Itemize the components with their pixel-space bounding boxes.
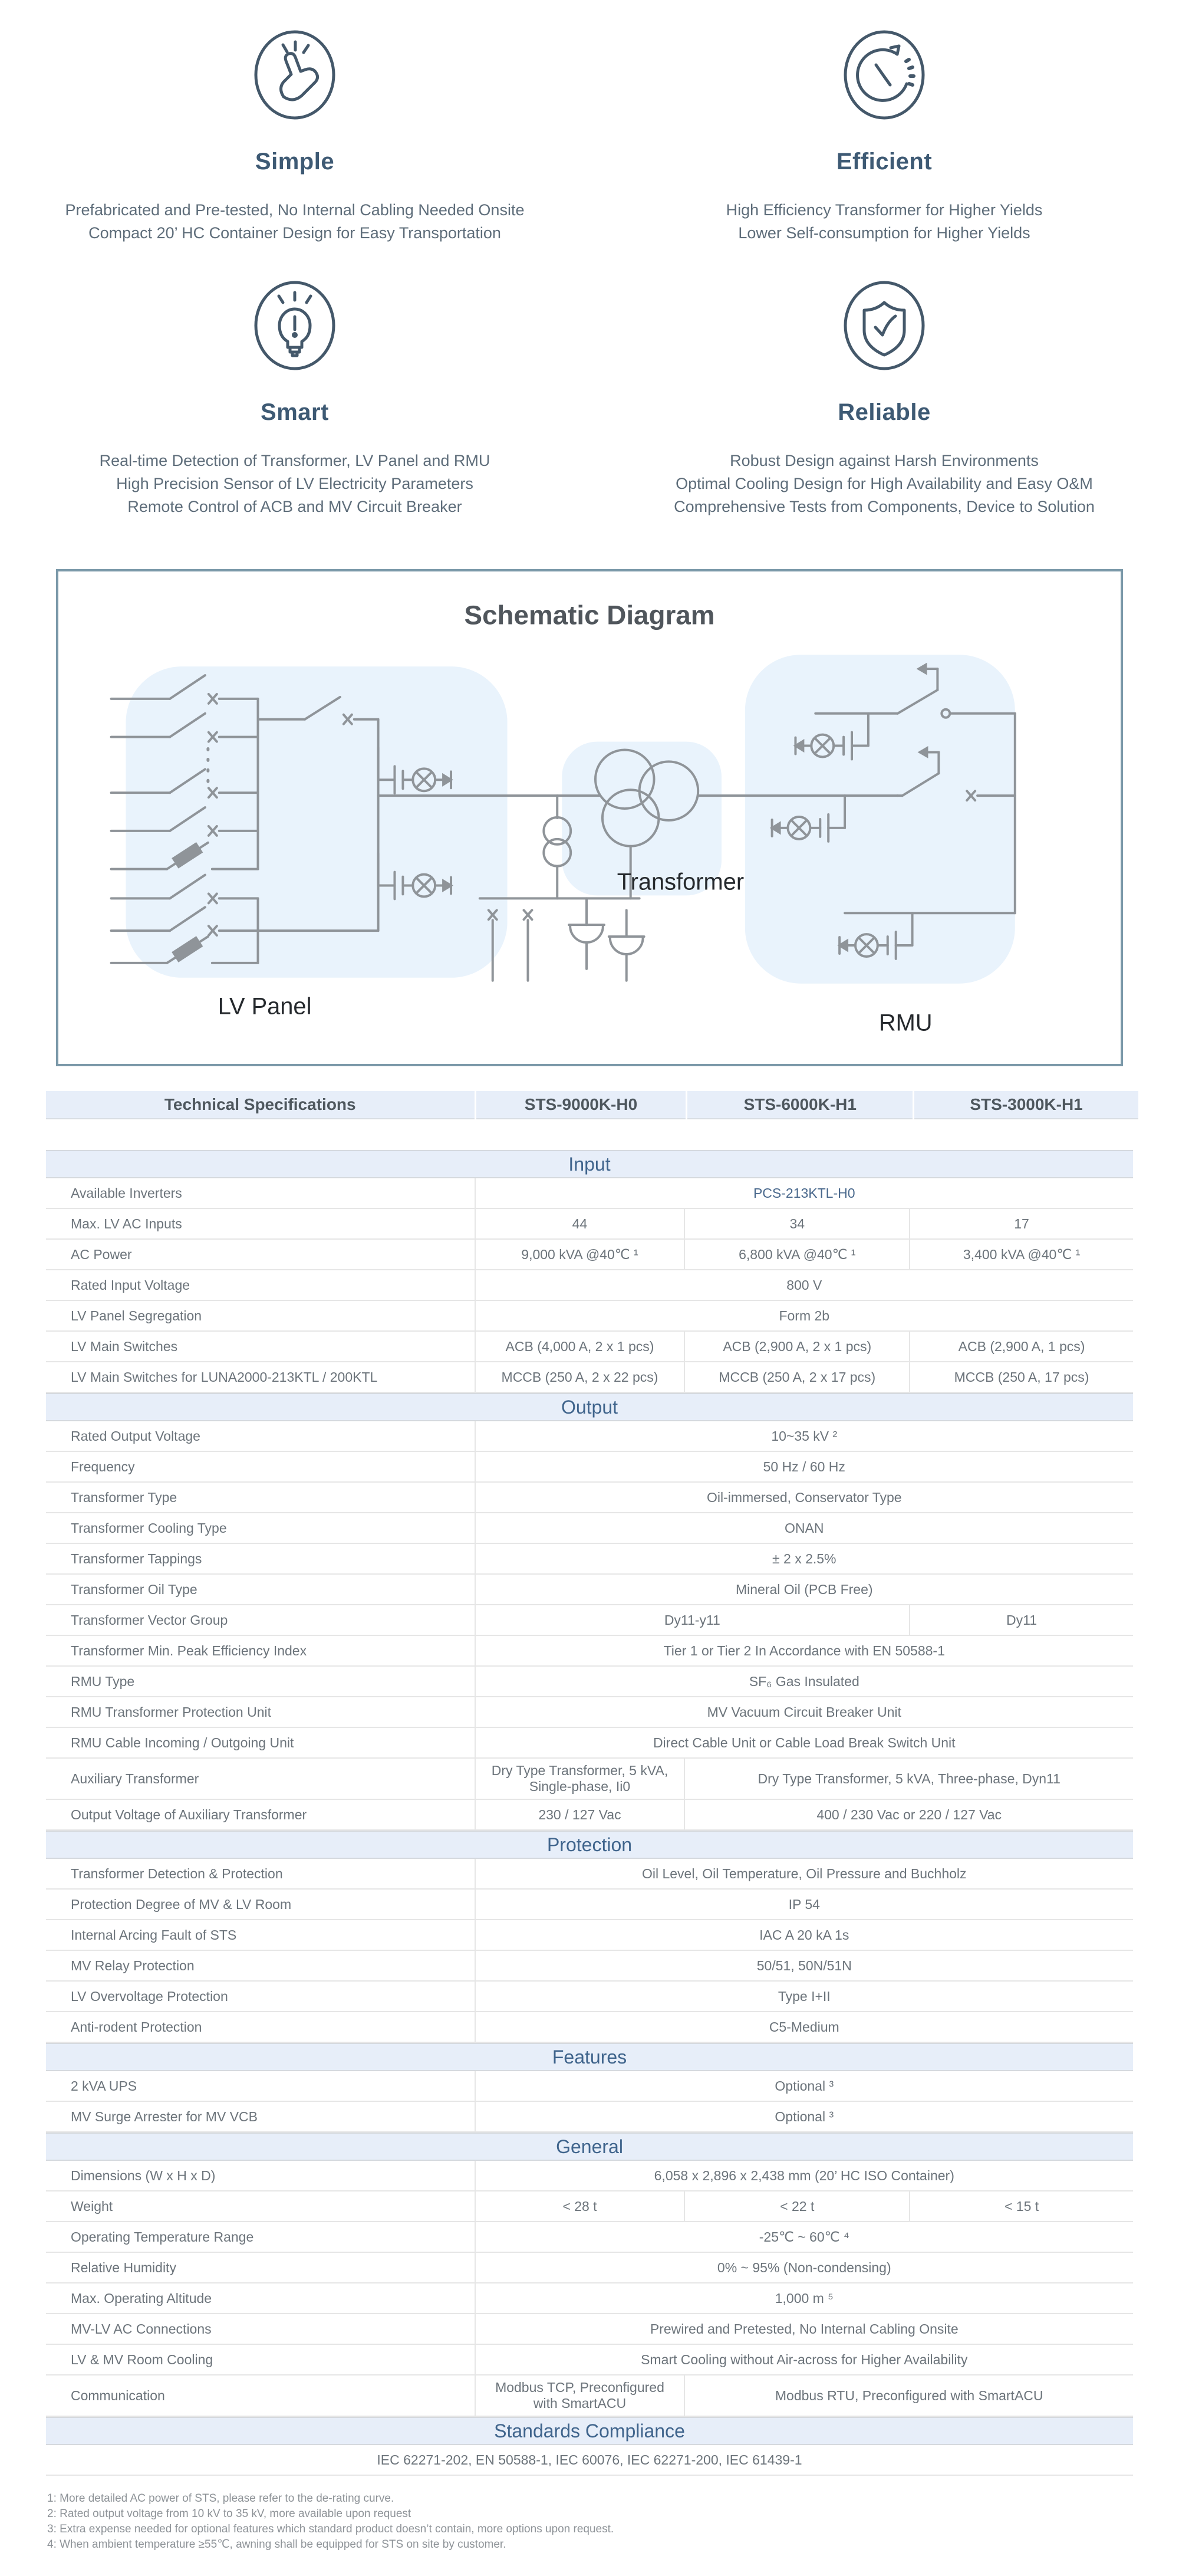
- spec-label: Output Voltage of Auxiliary Transformer: [71, 1806, 307, 1822]
- spec-value: 44: [475, 1209, 684, 1238]
- table-row: [46, 1452, 1133, 1483]
- spec-value: MCCB (250 A, 2 x 17 pcs): [684, 1362, 909, 1392]
- spec-value: ONAN: [475, 1513, 1133, 1543]
- spec-label: Communication: [71, 2387, 165, 2403]
- feature-line: Real-time Detection of Transformer, LV Panel and RMU: [99, 452, 490, 469]
- table-row: [46, 2345, 1133, 2375]
- table-row: [46, 1759, 1133, 1800]
- footnote: 4: When ambient temperature ≥55℃, awning shall be equipped for STS on site by customer.: [47, 2538, 506, 2551]
- spec-value: Dy11-y11: [475, 1605, 910, 1635]
- spec-value: Direct Cable Unit or Cable Load Break Switch Unit: [475, 1728, 1133, 1757]
- spec-value: Form 2b: [475, 1301, 1133, 1330]
- spec-value: MCCB (250 A, 17 pcs): [909, 1362, 1133, 1392]
- schematic-diagram-panel: [56, 569, 1123, 1066]
- spec-value: 17: [909, 1209, 1133, 1238]
- table-row: [46, 1951, 1133, 1982]
- spec-value: Tier 1 or Tier 2 In Accordance with EN 50588-1: [475, 1636, 1133, 1665]
- spec-label: Dimensions (W x H x D): [71, 2167, 216, 2183]
- spec-label: Transformer Vector Group: [71, 1612, 228, 1628]
- spec-value: ACB (4,000 A, 2 x 1 pcs): [475, 1332, 684, 1361]
- transformer-label: Transformer: [617, 869, 745, 895]
- table-row: [46, 2102, 1133, 2133]
- spec-value: MCCB (250 A, 2 x 22 pcs): [475, 1362, 684, 1392]
- spec-label: LV & MV Room Cooling: [71, 2351, 213, 2367]
- spec-label: LV Overvoltage Protection: [71, 1988, 228, 2004]
- spec-value: 3,400 kVA @40℃ ¹: [909, 1240, 1133, 1269]
- feature-title: Smart: [261, 399, 329, 425]
- spec-label: LV Panel Segregation: [71, 1307, 202, 1323]
- table-header-row: [46, 1091, 1133, 1119]
- feature-card-efficient: [590, 27, 1179, 278]
- feature-line: High Efficiency Transformer for Higher Yields: [726, 201, 1043, 219]
- spec-value: < 22 t: [684, 2191, 909, 2221]
- rmu-label: RMU: [878, 1010, 933, 1036]
- footnote: 1: More detailed AC power of STS, please refer to the de-rating curve.: [47, 2492, 394, 2505]
- table-row: [46, 2222, 1133, 2253]
- table-row: [46, 1270, 1133, 1301]
- schematic-title: Schematic Diagram: [464, 600, 715, 630]
- footnote: 2: Rated output voltage from 10 kV to 35 kV, more available upon request: [47, 2508, 411, 2520]
- spec-label: Protection Degree of MV & LV Room: [71, 1896, 292, 1912]
- spec-value: Modbus RTU, Preconfigured with SmartACU: [684, 2375, 1133, 2416]
- table-row: [46, 1421, 1133, 1452]
- table-row: [46, 2375, 1133, 2417]
- spec-value: IEC 62271-202, EN 50588-1, IEC 60076, IEC 62271-200, IEC 61439-1: [377, 2452, 802, 2467]
- efficiency-clock-icon: [840, 27, 928, 123]
- spec-label: Rated Output Voltage: [71, 1428, 200, 1444]
- spec-value: 10~35 kV ²: [475, 1421, 1133, 1451]
- smart-bulb-icon: [251, 278, 339, 373]
- table-row: [46, 1544, 1133, 1575]
- spec-value: SF₆ Gas Insulated: [475, 1667, 1133, 1696]
- feature-line: Prefabricated and Pre-tested, No Internal Cabling Needed Onsite: [65, 201, 525, 219]
- model-column-header: STS-3000K-H1: [914, 1091, 1138, 1119]
- spec-value: IAC A 20 kA 1s: [475, 1920, 1133, 1950]
- spec-label: LV Main Switches: [71, 1338, 178, 1354]
- spec-value: 800 V: [475, 1270, 1133, 1300]
- feature-line: Lower Self-consumption for Higher Yields: [738, 224, 1030, 242]
- spec-label: Transformer Detection & Protection: [71, 1865, 283, 1881]
- spec-label: Transformer Min. Peak Efficiency Index: [71, 1642, 307, 1658]
- spec-label: MV-LV AC Connections: [71, 2321, 212, 2337]
- section-header-features: Features: [46, 2043, 1133, 2071]
- table-row: [46, 1636, 1133, 1667]
- spec-value: 34: [684, 1209, 909, 1238]
- schematic-diagram-svg: [58, 571, 1121, 1064]
- spec-label: MV Surge Arrester for MV VCB: [71, 2108, 258, 2124]
- table-row: [46, 1240, 1133, 1270]
- footnotes: [47, 2491, 1132, 2576]
- model-column-header: STS-6000K-H1: [687, 1091, 913, 1119]
- spec-value: Optional ³: [475, 2071, 1133, 2101]
- table-row: [46, 1362, 1133, 1393]
- spec-value: C5-Medium: [475, 2012, 1133, 2042]
- spec-label: Max. LV AC Inputs: [71, 1215, 182, 1231]
- spec-value: 50 Hz / 60 Hz: [475, 1452, 1133, 1481]
- shield-check-icon: [840, 278, 928, 373]
- spec-label: Frequency: [71, 1458, 135, 1474]
- table-row: [46, 1332, 1133, 1362]
- spec-value: ACB (2,900 A, 1 pcs): [909, 1332, 1133, 1361]
- section-header-output: Output: [46, 1393, 1133, 1421]
- spec-label: RMU Transformer Protection Unit: [71, 1704, 271, 1720]
- table-row: [46, 1209, 1133, 1240]
- spec-value: MV Vacuum Circuit Breaker Unit: [475, 1697, 1133, 1727]
- table-row: [46, 1890, 1133, 1920]
- spec-label: Relative Humidity: [71, 2259, 176, 2275]
- spec-value: -25℃ ~ 60℃ ⁴: [475, 2222, 1133, 2252]
- spec-value: Oil-immersed, Conservator Type: [475, 1483, 1133, 1512]
- spec-value: Modbus TCP, Preconfigured with SmartACU: [475, 2375, 684, 2416]
- spec-label: RMU Cable Incoming / Outgoing Unit: [71, 1734, 294, 1750]
- feature-card-smart: [0, 278, 590, 551]
- spec-value: Oil Level, Oil Temperature, Oil Pressure and Buchholz: [475, 1859, 1133, 1888]
- spec-label: Anti-rodent Protection: [71, 2019, 202, 2035]
- spec-value: Prewired and Pretested, No Internal Cabling Onsite: [475, 2314, 1133, 2344]
- feature-title: Reliable: [838, 399, 931, 425]
- spec-value: 0% ~ 95% (Non-condensing): [475, 2253, 1133, 2282]
- table-row: [46, 2253, 1133, 2283]
- table-row: [46, 2161, 1133, 2191]
- section-header-standards-compliance: Standards Compliance: [46, 2417, 1133, 2445]
- table-row: [46, 2314, 1133, 2345]
- spec-label: Available Inverters: [71, 1185, 182, 1201]
- spec-value: Dy11: [909, 1605, 1133, 1635]
- spec-label: Max. Operating Altitude: [71, 2290, 212, 2306]
- spec-label: AC Power: [71, 1246, 132, 1262]
- spec-label: Transformer Cooling Type: [71, 1520, 227, 1536]
- table-row: [46, 1982, 1133, 2012]
- spec-value: Dry Type Transformer, 5 kVA, Single-phase, Ii0: [475, 1759, 684, 1799]
- spec-label: 2 kVA UPS: [71, 2078, 137, 2094]
- snap-finger-icon: [251, 27, 339, 123]
- spec-label: Rated Input Voltage: [71, 1277, 190, 1293]
- feature-title: Simple: [255, 149, 335, 175]
- spec-value: ACB (2,900 A, 2 x 1 pcs): [684, 1332, 909, 1361]
- table-row: [46, 2191, 1133, 2222]
- model-column-header: STS-9000K-H0: [476, 1091, 686, 1119]
- spec-label: Auxiliary Transformer: [71, 1770, 199, 1786]
- section-header-general: General: [46, 2133, 1133, 2161]
- table-row: [46, 1800, 1133, 1831]
- table-header-title: Technical Specifications: [46, 1091, 475, 1119]
- table-row: [46, 1483, 1133, 1513]
- table-row: [46, 1920, 1133, 1951]
- feature-line: Compact 20’ HC Container Design for Easy Transportation: [88, 224, 501, 242]
- spec-label: RMU Type: [71, 1673, 135, 1689]
- table-row: [46, 1178, 1133, 1209]
- feature-line: Optimal Cooling Design for High Availability and Easy O&M: [676, 475, 1093, 492]
- feature-description: [0, 199, 590, 245]
- spec-label: Operating Temperature Range: [71, 2229, 254, 2245]
- table-row: [46, 1301, 1133, 1332]
- table-row: [46, 2445, 1133, 2476]
- feature-line: Robust Design against Harsh Environments: [730, 452, 1039, 469]
- spec-value: Mineral Oil (PCB Free): [475, 1575, 1133, 1604]
- table-row: [46, 1667, 1133, 1697]
- section-header-input: Input: [46, 1150, 1133, 1178]
- table-row: [46, 2012, 1133, 2043]
- table-row: [46, 1697, 1133, 1728]
- footnote: 3: Extra expense needed for optional features which standard product doesn’t contain, more options upon request.: [47, 2523, 614, 2535]
- spec-label: Transformer Type: [71, 1489, 177, 1505]
- rmu-region: [745, 655, 1015, 984]
- feature-line: Remote Control of ACB and MV Circuit Breaker: [127, 498, 462, 515]
- feature-line: Comprehensive Tests from Components, Device to Solution: [674, 498, 1095, 515]
- spec-value: Dry Type Transformer, 5 kVA, Three-phase, Dyn11: [684, 1759, 1133, 1799]
- spec-value: 400 / 230 Vac or 220 / 127 Vac: [684, 1800, 1133, 1829]
- table-row: [46, 1728, 1133, 1759]
- spec-label: Transformer Oil Type: [71, 1581, 197, 1597]
- spec-value: PCS-213KTL-H0: [475, 1178, 1133, 1208]
- spec-value: < 15 t: [909, 2191, 1133, 2221]
- technical-specifications-table: [46, 1091, 1133, 2476]
- spec-value: 230 / 127 Vac: [475, 1800, 684, 1829]
- table-row: [46, 2071, 1133, 2102]
- feature-title: Efficient: [836, 149, 933, 175]
- table-row: [46, 1859, 1133, 1890]
- spec-label: LV Main Switches for LUNA2000-213KTL / 200KTL: [71, 1369, 378, 1385]
- table-row: [46, 1513, 1133, 1544]
- spec-value: ± 2 x 2.5%: [475, 1544, 1133, 1573]
- spec-value: 6,800 kVA @40℃ ¹: [684, 1240, 909, 1269]
- feature-card-reliable: [590, 278, 1179, 551]
- table-row: [46, 1605, 1133, 1636]
- feature-cards-section: [0, 0, 1179, 551]
- feature-line: High Precision Sensor of LV Electricity Parameters: [116, 475, 473, 492]
- feature-description: [0, 449, 590, 518]
- lv-panel-label: LV Panel: [218, 993, 312, 1020]
- table-body: [46, 1150, 1133, 2476]
- spec-label: Internal Arcing Fault of STS: [71, 1927, 237, 1943]
- table-row: [46, 2283, 1133, 2314]
- spec-label: Transformer Tappings: [71, 1550, 202, 1566]
- spec-label: MV Relay Protection: [71, 1957, 195, 1973]
- spec-value: Smart Cooling without Air-across for Higher Availability: [475, 2345, 1133, 2374]
- spec-value: Optional ³: [475, 2102, 1133, 2131]
- feature-description: [590, 449, 1179, 518]
- feature-description: [590, 199, 1179, 245]
- spec-label: Weight: [71, 2198, 113, 2214]
- spec-value: IP 54: [475, 1890, 1133, 1919]
- table-row: [46, 1575, 1133, 1605]
- spec-value: 50/51, 50N/51N: [475, 1951, 1133, 1980]
- spec-value: 1,000 m ⁵: [475, 2283, 1133, 2313]
- feature-card-simple: [0, 27, 590, 278]
- spec-value: < 28 t: [475, 2191, 684, 2221]
- spec-value: Type I+II: [475, 1982, 1133, 2011]
- spec-value: 9,000 kVA @40℃ ¹: [475, 1240, 684, 1269]
- spec-value: 6,058 x 2,896 x 2,438 mm (20’ HC ISO Container): [475, 2161, 1133, 2190]
- section-header-protection: Protection: [46, 1831, 1133, 1859]
